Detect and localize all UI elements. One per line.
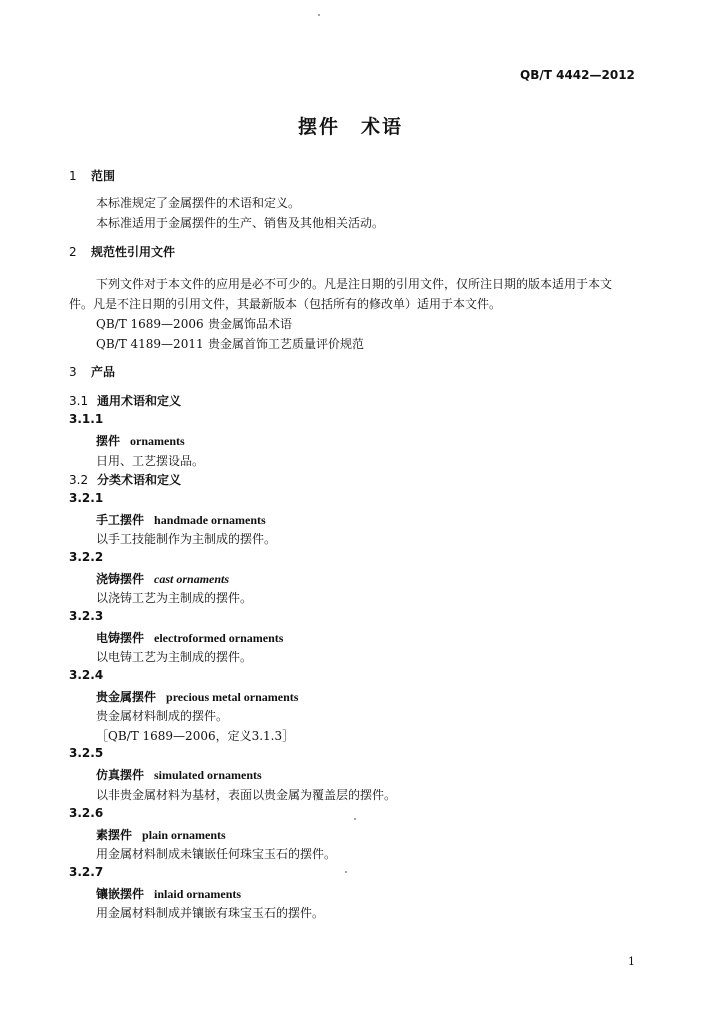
section-title: 范围 bbox=[91, 169, 116, 183]
subsection-heading bbox=[69, 392, 181, 409]
term-definition: 用金属材料制成未镶嵌任何珠宝玉石的摆件。 bbox=[96, 847, 337, 861]
term-zh: 贵金属摆件 bbox=[96, 690, 157, 704]
term-en: inlaid ornaments bbox=[154, 887, 242, 901]
term-en: electroformed ornaments bbox=[154, 631, 284, 645]
term-entry bbox=[96, 885, 241, 902]
term-zh: 镶嵌摆件 bbox=[96, 887, 145, 901]
section-3-heading bbox=[69, 363, 115, 380]
subsection-title: 通用术语和定义 bbox=[97, 394, 182, 408]
term-en: precious metal ornaments bbox=[166, 690, 299, 704]
section-number: 2 bbox=[69, 245, 77, 259]
term-zh: 素摆件 bbox=[96, 828, 133, 842]
term-number: 3.2.5 bbox=[69, 746, 104, 760]
term-definition: 以手工技能制作为主制成的摆件。 bbox=[96, 532, 277, 546]
term-entry bbox=[96, 570, 229, 587]
section-2-heading bbox=[69, 243, 175, 260]
term-number: 3.2.1 bbox=[69, 491, 104, 505]
term-en: cast ornaments bbox=[154, 572, 230, 586]
term-entry bbox=[96, 688, 298, 705]
term-number: 3.2.3 bbox=[69, 609, 104, 623]
term-zh: 手工摆件 bbox=[96, 513, 145, 527]
term-definition: 以非贵金属材料为基材，表面以贵金属为覆盖层的摆件。 bbox=[96, 788, 397, 802]
term-en: simulated ornaments bbox=[154, 768, 262, 782]
term-entry bbox=[96, 432, 185, 449]
term-number: 3.1.1 bbox=[69, 412, 104, 426]
subsection-heading bbox=[69, 471, 181, 488]
section-number: 1 bbox=[69, 169, 77, 183]
term-number: 3.2.7 bbox=[69, 865, 104, 879]
section-1-heading bbox=[69, 167, 115, 184]
term-zh: 浇铸摆件 bbox=[96, 572, 145, 586]
term-number: 3.2.2 bbox=[69, 550, 104, 564]
term-en: handmade ornaments bbox=[154, 513, 266, 527]
paragraph-line: 下列文件对于本文件的应用是必不可少的。凡是注日期的引用文件，仅所注日期的版本适用于本文 bbox=[96, 277, 613, 291]
subsection-title: 分类术语和定义 bbox=[97, 473, 182, 487]
section-title: 规范性引用文件 bbox=[91, 245, 176, 259]
reference-title: 贵金属饰品术语 bbox=[208, 317, 293, 331]
page-number: 1 bbox=[628, 955, 635, 968]
reference-code: QB/T 1689—2006 bbox=[96, 317, 204, 331]
term-zh: 摆件 bbox=[96, 434, 121, 448]
page-title: 摆件 术语 bbox=[297, 116, 403, 138]
section-title: 产品 bbox=[91, 365, 116, 379]
paragraph: 本标准适用于金属摆件的生产、销售及其他相关活动。 bbox=[96, 216, 385, 230]
subsection-number: 3.1 bbox=[69, 394, 89, 408]
term-definition: 以浇铸工艺为主制成的摆件。 bbox=[96, 591, 253, 605]
subsection-number: 3.2 bbox=[69, 473, 89, 487]
term-source-note: ［QB/T 1689—2006，定义3.1.3］ bbox=[96, 729, 295, 743]
term-definition: 贵金属材料制成的摆件。 bbox=[96, 709, 229, 723]
term-zh: 电铸摆件 bbox=[96, 631, 145, 645]
term-entry bbox=[96, 766, 262, 783]
paragraph-line: 件。凡是不注日期的引用文件，其最新版本（包括所有的修改单）适用于本文件。 bbox=[69, 297, 502, 311]
term-zh: 仿真摆件 bbox=[96, 768, 145, 782]
scan-speck bbox=[345, 871, 347, 873]
term-entry bbox=[96, 629, 283, 646]
term-definition: 日用、工艺摆设品。 bbox=[96, 454, 205, 468]
term-definition: 以电铸工艺为主制成的摆件。 bbox=[96, 650, 253, 664]
section-number: 3 bbox=[69, 365, 77, 379]
reference-code: QB/T 4189—2011 bbox=[96, 337, 204, 351]
term-entry bbox=[96, 511, 266, 528]
reference-item bbox=[96, 335, 364, 352]
term-entry bbox=[96, 826, 226, 843]
term-en: plain ornaments bbox=[142, 828, 226, 842]
term-number: 3.2.6 bbox=[69, 806, 104, 820]
paragraph: 本标准规定了金属摆件的术语和定义。 bbox=[96, 196, 301, 210]
term-en: ornaments bbox=[130, 434, 185, 448]
reference-title: 贵金属首饰工艺质量评价规范 bbox=[208, 337, 365, 351]
scan-speck bbox=[318, 14, 320, 16]
reference-item bbox=[96, 315, 292, 332]
standard-code: QB/T 4442—2012 bbox=[520, 68, 635, 82]
term-number: 3.2.4 bbox=[69, 668, 104, 682]
term-definition: 用金属材料制成并镶嵌有珠宝玉石的摆件。 bbox=[96, 906, 325, 920]
scan-speck bbox=[354, 818, 356, 820]
